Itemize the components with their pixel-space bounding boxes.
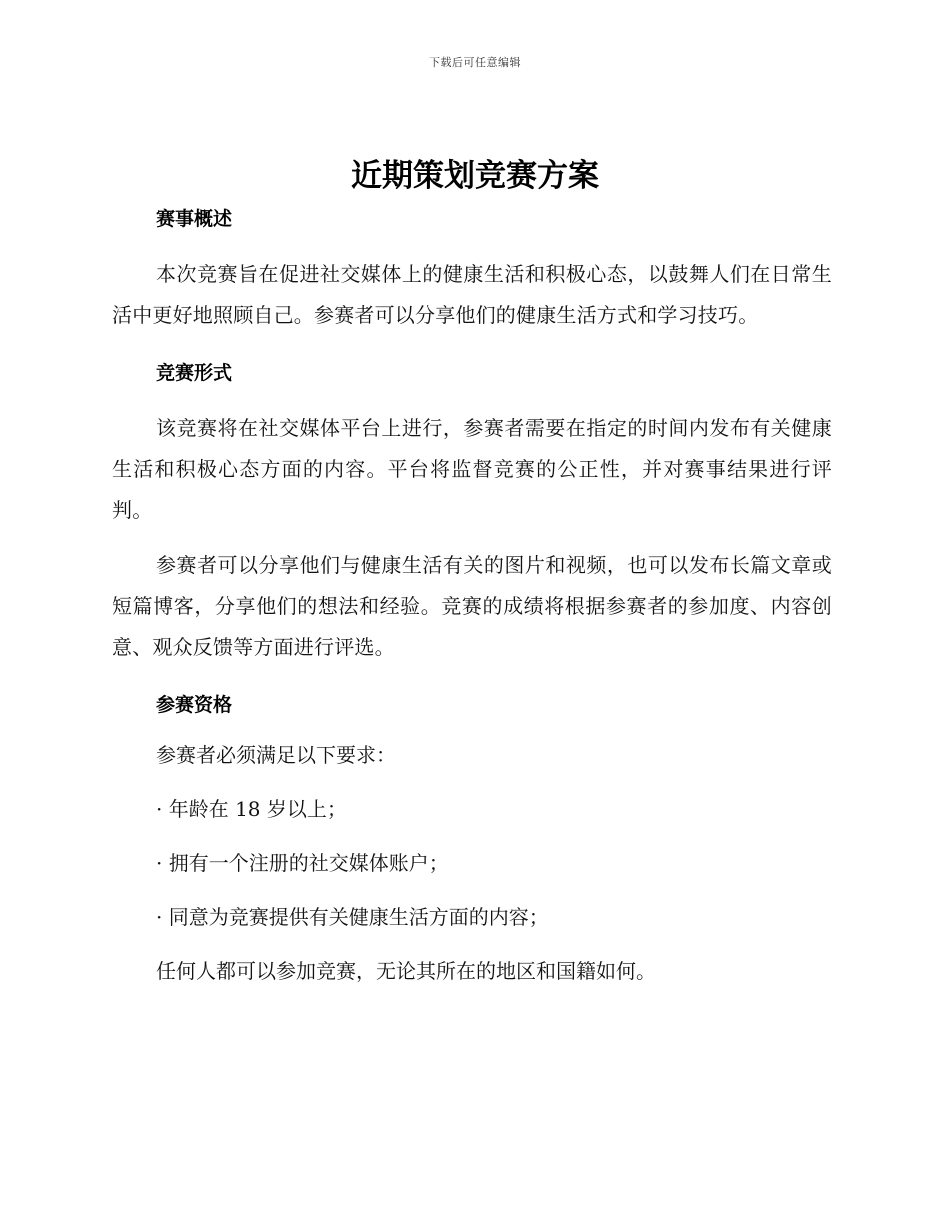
document-body [112,204,832,1010]
section-heading-overview: 赛事概述 [156,208,233,230]
format-paragraph-2: 参赛者可以分享他们与健康生活有关的图片和视频，也可以发布长篇文章或短篇博客，分享他们的想法和经验。竞赛的成绩将根据参赛者的参加度、内容创意、观众反馈等方面进行评选。 [112,553,832,659]
overview-paragraph: 本次竞赛旨在促进社交媒体上的健康生活和积极心态，以鼓舞人们在日常生活中更好地照顾自己。参赛者可以分享他们的健康生活方式和学习技巧。 [112,262,832,327]
list-item: · 年龄在 18 岁以上； [156,797,347,821]
document-title: 近期策划竞赛方案 [351,158,599,194]
section-heading-format: 竞赛形式 [156,362,233,384]
eligibility-closing: 任何人都可以参加竞赛，无论其所在的地区和国籍如何。 [156,959,656,983]
section-heading-eligibility: 参赛资格 [156,694,233,716]
format-paragraph-1: 该竞赛将在社交媒体平台上进行，参赛者需要在指定的时间内发布有关健康生活和积极心态方面的内容。平台将监督竞赛的公正性，并对赛事结果进行评判。 [112,416,832,522]
list-item: · 同意为竞赛提供有关健康生活方面的内容； [156,905,549,929]
eligibility-intro: 参赛者必须满足以下要求： [156,743,396,767]
list-item: · 拥有一个注册的社交媒体账户； [156,851,449,875]
page-header-note: 下载后可任意编辑 [429,56,521,69]
